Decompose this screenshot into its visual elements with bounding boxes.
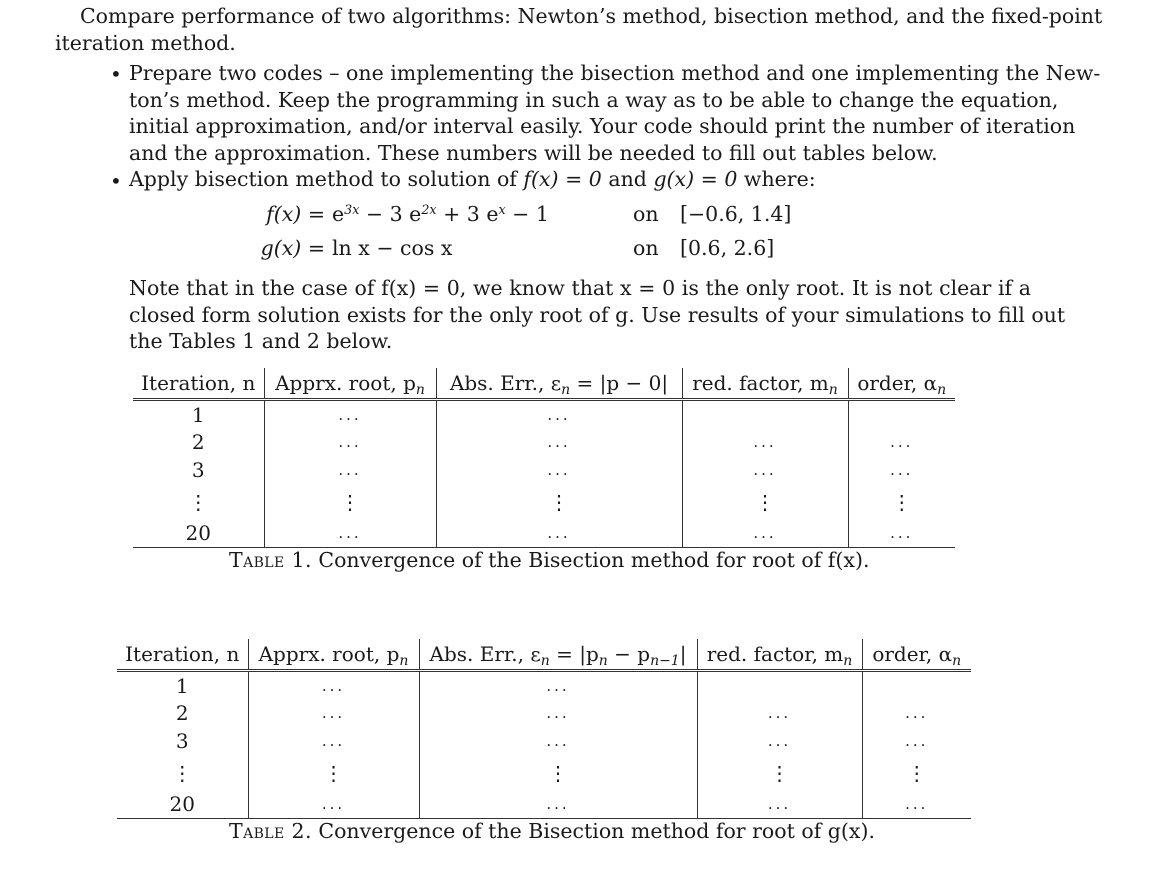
- intro-line-2: iteration method.: [55, 31, 236, 55]
- table-1: [133, 368, 955, 548]
- table-row: [133, 484, 955, 520]
- table-cell: ...: [248, 791, 419, 819]
- table-cell-vdots: ⋮: [697, 755, 862, 791]
- equation-f-lhs: f(x) =: [266, 202, 325, 226]
- table-cell-vdots: ⋮: [419, 755, 697, 791]
- table-cell: ...: [848, 456, 955, 484]
- table-cell-empty: [862, 671, 971, 700]
- table-cell: ...: [264, 400, 436, 429]
- table-cell: ...: [436, 456, 682, 484]
- table-cell: ...: [436, 429, 682, 457]
- table-cell-empty: [697, 671, 862, 700]
- table-row: [117, 755, 971, 791]
- col-header-abs-err: Abs. Err., $\varepsilon_n = |p - 0|$: [436, 368, 682, 400]
- note-line-1: Note that in the case of f(x) = 0, we know that x = 0 is the only root. It is not clear if a: [129, 276, 1031, 300]
- table-header-row: [117, 639, 971, 671]
- table-cell: ...: [419, 727, 697, 755]
- bullet-icon: •: [110, 169, 122, 193]
- note-line-2: closed form solution exists for the only root of g. Use results of your simulations to fill out: [129, 302, 1066, 327]
- col-header-root: Apprx. root, $p_n$: [264, 368, 436, 400]
- bullet-2-g-equation: g(x) = 0: [653, 167, 738, 191]
- bullet-1-line-1: Prepare two codes – one implementing the bisection method and one implementing the New-: [129, 61, 1101, 85]
- table-cell: ...: [862, 700, 971, 728]
- row-index: 2: [191, 430, 205, 455]
- table-cell: ...: [419, 791, 697, 819]
- table-cell: ...: [682, 429, 848, 457]
- table-row: [133, 520, 955, 548]
- table-row: [133, 429, 955, 457]
- bullet-2-text: [129, 167, 816, 191]
- table-cell: ...: [697, 700, 862, 728]
- bullet-2-lead: Apply bisection method to solution of: [129, 167, 517, 191]
- row-index: 3: [191, 457, 205, 482]
- col-header-red-factor: red. factor, $m_n$: [697, 639, 862, 671]
- caption-text: Convergence of the Bisection method for root of f(x).: [318, 548, 870, 572]
- equation-g-interval: [0.6, 2.6]: [680, 236, 775, 260]
- table-cell: ...: [862, 727, 971, 755]
- bullet-1-text: [129, 60, 1101, 167]
- table-cell-vdots: ⋮: [436, 484, 682, 520]
- table-row: [117, 671, 971, 700]
- row-index-vdots: ⋮: [172, 760, 193, 785]
- table-cell: ...: [697, 727, 862, 755]
- bullet-icon: •: [110, 62, 122, 86]
- table-cell: ...: [419, 671, 697, 700]
- row-index: 20: [133, 520, 264, 548]
- intro-line-1: Compare performance of two algorithms: Newton’s method, bisection method, and the fixed-point: [80, 4, 1103, 28]
- bullet-2-f-equation: f(x) = 0: [523, 167, 602, 191]
- table-1-caption: [229, 548, 869, 572]
- table-cell-vdots: ⋮: [848, 484, 955, 520]
- table-cell: ...: [436, 520, 682, 548]
- table-cell: ...: [248, 700, 419, 728]
- row-index: 1: [175, 673, 189, 698]
- caption-label: Table 1.: [229, 548, 312, 572]
- table-cell: ...: [862, 791, 971, 819]
- table-2: [117, 639, 971, 819]
- table-cell-vdots: ⋮: [862, 755, 971, 791]
- col-header-abs-err: Abs. Err., $\varepsilon_n = |p_n - p_{n-1}|$: [419, 639, 697, 671]
- col-header-order: order, $\alpha_n$: [848, 368, 955, 400]
- table-cell: ...: [264, 520, 436, 548]
- table-cell-empty: [848, 400, 955, 429]
- bullet-1-line-3: initial approximation, and/or interval easily. Your code should print the number of iteration: [129, 114, 1076, 139]
- caption-text: Convergence of the Bisection method for root of g(x).: [318, 819, 875, 843]
- table-row: [133, 400, 955, 429]
- caption-label: Table 2.: [229, 819, 312, 843]
- col-header-order: order, $\alpha_n$: [862, 639, 971, 671]
- table-cell: ...: [419, 700, 697, 728]
- table-cell: ...: [264, 456, 436, 484]
- bullet-1-line-4: and the approximation. These numbers will be needed to fill out tables below.: [129, 141, 938, 166]
- table-cell-vdots: ⋮: [248, 755, 419, 791]
- table-2-caption: [229, 819, 875, 843]
- table-cell: ...: [264, 429, 436, 457]
- equation-g-lhs: g(x) =: [260, 236, 325, 260]
- table-cell: ...: [248, 671, 419, 700]
- row-index: 1: [191, 402, 205, 427]
- equation-f-on: on: [633, 202, 659, 226]
- table-row: [117, 727, 971, 755]
- table-cell: ...: [682, 520, 848, 548]
- col-header-root: Apprx. root, $p_n$: [248, 639, 419, 671]
- table-cell: ...: [848, 429, 955, 457]
- equation-f-interval: [−0.6, 1.4]: [680, 202, 792, 226]
- table-row: [133, 456, 955, 484]
- equation-g-on: on: [633, 236, 659, 260]
- col-header-iteration: Iteration, n: [133, 368, 264, 400]
- row-index: 20: [117, 791, 248, 819]
- table-cell: ...: [682, 456, 848, 484]
- table-cell: ...: [697, 791, 862, 819]
- equation-g-rhs: ln x − cos x: [332, 236, 453, 260]
- bullet-2-and: and: [608, 167, 647, 191]
- table-cell-vdots: ⋮: [264, 484, 436, 520]
- table-header-row: [133, 368, 955, 400]
- table-cell: ...: [436, 400, 682, 429]
- table-row: [117, 700, 971, 728]
- col-header-iteration: Iteration, n: [117, 639, 248, 671]
- row-index: 2: [175, 701, 189, 726]
- row-index: 3: [175, 728, 189, 753]
- table-cell: ...: [848, 520, 955, 548]
- bullet-2-where: where:: [743, 167, 816, 191]
- note-paragraph: [129, 275, 1066, 355]
- equation-f-rhs: $e^{3x} - 3$ $e^{2x} + 3$ $e^x - 1$: [332, 202, 549, 226]
- table-cell-vdots: ⋮: [682, 484, 848, 520]
- bullet-1-line-2: ton’s method. Keep the programming in such a way as to be able to change the equation,: [129, 87, 1059, 112]
- note-line-3: the Tables 1 and 2 below.: [129, 329, 393, 354]
- table-row: [117, 791, 971, 819]
- row-index-vdots: ⋮: [188, 489, 209, 514]
- table-cell-empty: [682, 400, 848, 429]
- col-header-red-factor: red. factor, $m_n$: [682, 368, 848, 400]
- table-cell: ...: [248, 727, 419, 755]
